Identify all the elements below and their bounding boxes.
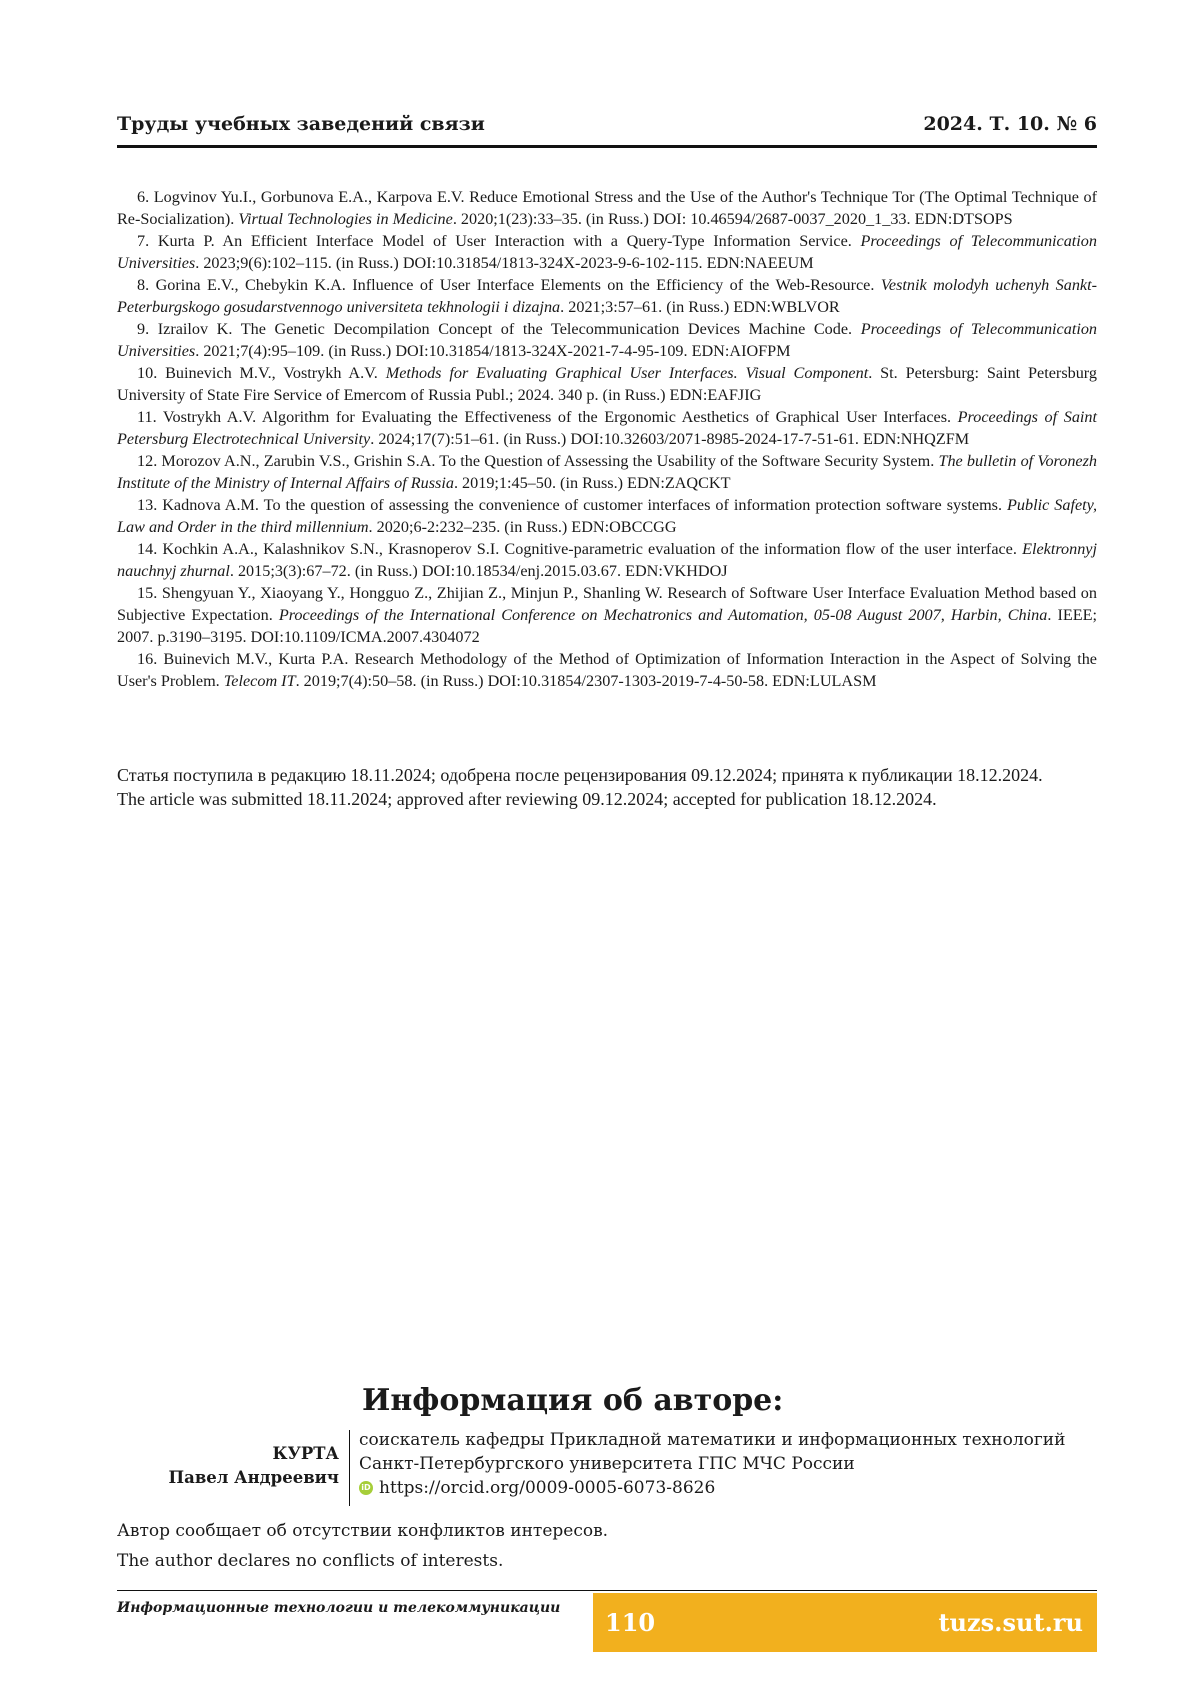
reference-item: 11. Vostrykh A.V. Algorithm for Evaluating the Effectiveness of the Ergonomic Aesthetics of Graphical User Interfaces. Proceedings of Saint Petersburg Electrotechnical University. 2024;17(7):51–61. (in Russ.) DOI:10.32603/2071-8985-2024-17-7-51-61. EDN:NHQZFM [117,406,1097,450]
reference-item: 15. Shengyuan Y., Xiaoyang Y., Hongguo Z., Zhijian Z., Minjun P., Shanling W. Research of Software User Interface Evaluation Method based on Subjective Expectation. Proceedings of the International Conference on Mechatronics and Automation, 05-08 August 2007, Harbin, China. IEEE; 2007. p.3190–3195. DOI:10.1109/ICMA.2007.4304072 [117,582,1097,648]
orcid-link[interactable]: https://orcid.org/0009-0005-6073-8626 [379,1476,715,1500]
reference-item: 8. Gorina E.V., Chebykin K.A. Influence of User Interface Elements on the Efficiency of the Web-Resource. Vestnik molodyh uchenyh Sankt-Peterburgskogo gosudarstvennogo universiteta tekhnologii i dizajna. 2021;3:57–61. (in Russ.) EDN:WBLVOR [117,274,1097,318]
orcid-icon: iD [359,1481,373,1495]
conflict-en: The author declares no conflicts of interests. [117,1546,1097,1576]
conflict-ru: Автор сообщает об отсутствии конфликтов интересов. [117,1516,1097,1546]
author-info-block [117,1428,1097,1508]
conflict-statement [117,1516,1097,1576]
footer-rule [117,1590,1097,1591]
author-info-heading: Информация об авторе: [362,1381,783,1421]
author-name [117,1428,339,1490]
submission-dates [117,764,1097,811]
dates-en: The article was submitted 18.11.2024; approved after reviewing 09.12.2024; accepted for publication 18.12.2024. [117,788,1097,812]
running-header [117,104,1097,144]
reference-item: 16. Buinevich M.V., Kurta P.A. Research Methodology of the Method of Optimization of Information Interaction in the Aspect of Solving the User's Problem. Telecom IT. 2019;7(4):50–58. (in Russ.) DOI:10.31854/2307-1303-2019-7-4-50-58. EDN:LULASM [117,648,1097,692]
author-surname: КУРТА [117,1442,339,1466]
author-divider [349,1430,350,1506]
reference-item: 7. Kurta P. An Efficient Interface Model of User Interaction with a Query-Type Information Service. Proceedings of Telecommunication Universities. 2023;9(6):102–115. (in Russ.) DOI:10.31854/1813-324X-2023-9-6-102-115. EDN:NAEEUM [117,230,1097,274]
reference-item: 12. Morozov A.N., Zarubin V.S., Grishin S.A. To the Question of Assessing the Usability of the Software Security System. The bulletin of Voronezh Institute of the Ministry of Internal Affairs of Russia. 2019;1:45–50. (in Russ.) EDN:ZAQCKT [117,450,1097,494]
author-affiliation: Санкт-Петербургского университета ГПС МЧС России [359,1452,1099,1476]
reference-item: 14. Kochkin A.A., Kalashnikov S.N., Krasnoperov S.I. Cognitive-parametric evaluation of the information flow of the user interface. Elektronnyj nauchnyj zhurnal. 2015;3(3):67–72. (in Russ.) DOI:10.18534/enj.2015.03.67. EDN:VKHDOJ [117,538,1097,582]
author-given-names: Павел Андреевич [117,1466,339,1490]
author-details [359,1428,1099,1500]
journal-title: Труды учебных заведений связи [117,113,485,135]
dates-ru: Статья поступила в редакцию 18.11.2024; одобрена после рецензирования 09.12.2024; принята к публикации 18.12.2024. [117,764,1097,788]
reference-item: 10. Buinevich M.V., Vostrykh A.V. Methods for Evaluating Graphical User Interfaces. Visual Component. St. Petersburg: Saint Petersburg University of State Fire Service of Emercom of Russia Publ.; 2024. 340 p. (in Russ.) EDN:EAFJIG [117,362,1097,406]
header-rule [117,145,1097,148]
reference-item: 6. Logvinov Yu.I., Gorbunova E.A., Karpova E.V. Reduce Emotional Stress and the Use of the Author's Technique Tor (The Optimal Technique of Re-Socialization). Virtual Technologies in Medicine. 2020;1(23):33–35. (in Russ.) DOI: 10.46594/2687-0037_2020_1_33. EDN:DTSOPS [117,186,1097,230]
reference-item: 13. Kadnova A.M. To the question of assessing the convenience of customer interfaces of information protection software systems. Public Safety, Law and Order in the third millennium. 2020;6-2:232–235. (in Russ.) EDN:OBCCGG [117,494,1097,538]
author-position: соискатель кафедры Прикладной математики и информационных технологий [359,1428,1099,1452]
reference-item: 9. Izrailov K. The Genetic Decompilation Concept of the Telecommunication Devices Machine Code. Proceedings of Telecommunication Universities. 2021;7(4):95–109. (in Russ.) DOI:10.31854/1813-324X-2021-7-4-95-109. EDN:AIOFPM [117,318,1097,362]
page-number: 110 [605,1608,655,1637]
footer-journal-name: Информационные технологии и телекоммуникации [117,1600,560,1616]
reference-list [117,186,1097,692]
site-link[interactable]: tuzs.sut.ru [938,1608,1083,1637]
footer-bar [593,1593,1097,1652]
issue-info: 2024. Т. 10. № 6 [923,113,1097,135]
orcid-row [359,1476,1099,1500]
